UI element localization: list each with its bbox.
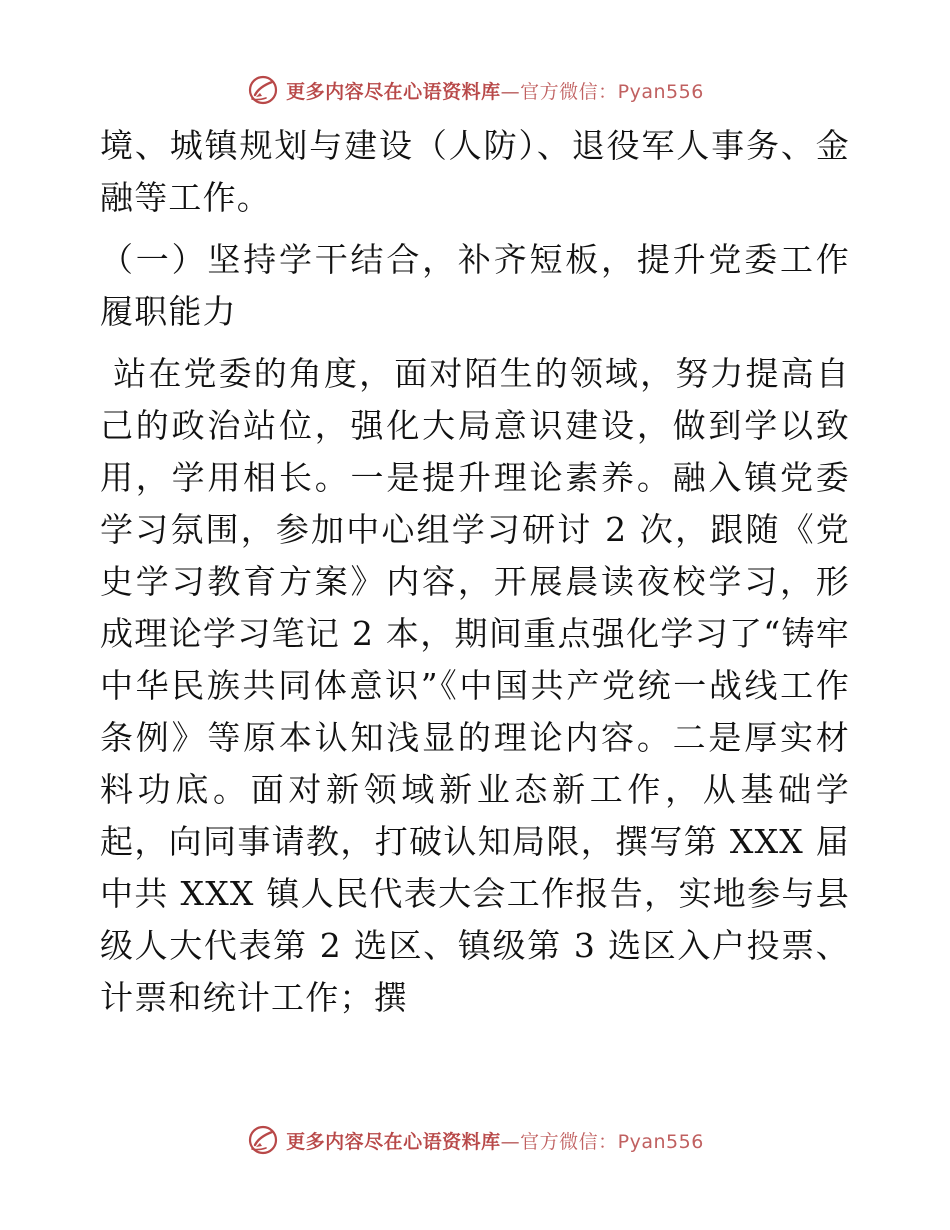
watermark-separator: —	[500, 80, 521, 103]
watermark-wechat-text: 官方微信：Pyan556	[520, 1130, 704, 1153]
watermark-wechat-text: 官方微信：Pyan556	[520, 80, 704, 103]
paragraph-body: 站在党委的角度，面对陌生的领域，努力提高自己的政治站位，强化大局意识建设，做到学以致用，学用相长。一是提升理论素养。融入镇党委学习氛围，参加中心组学习研讨 2 次，跟随《党史学习教育方案》内容，开展晨读夜校学习，形成理论学习笔记 2 本，期间重点强化学习了“铸牢中华民族共同体意识”《中国共产党统一战线工作条例》等原本认知浅显的理论内容。二是厚实材料功底。面对新领域新业态新工作，从基础学起，向同事请教，打破认知局限，撰写第 XXX 届中共 XXX 镇人民代表大会工作报告，实地参与县级人大代表第 2 选区、镇级第 3 选区入户投票、计票和统计工作；撰	[100, 354, 850, 1017]
watermark-text	[286, 1127, 704, 1154]
paragraph-continued: 境、城镇规划与建设（人防）、退役军人事务、金融等工作。	[100, 126, 850, 217]
document-body	[100, 120, 850, 1024]
header-watermark	[0, 70, 950, 110]
hand-pen-logo-icon	[246, 1123, 280, 1157]
watermark-main-text: 更多内容尽在心语资料库	[286, 80, 501, 103]
section-heading: （一）坚持学干结合，补齐短板，提升党委工作履职能力	[100, 240, 850, 331]
watermark-separator: —	[500, 1130, 521, 1153]
watermark-main-text: 更多内容尽在心语资料库	[286, 1130, 501, 1153]
footer-watermark	[0, 1120, 950, 1160]
hand-pen-logo-icon	[246, 73, 280, 107]
watermark-text	[286, 77, 704, 104]
